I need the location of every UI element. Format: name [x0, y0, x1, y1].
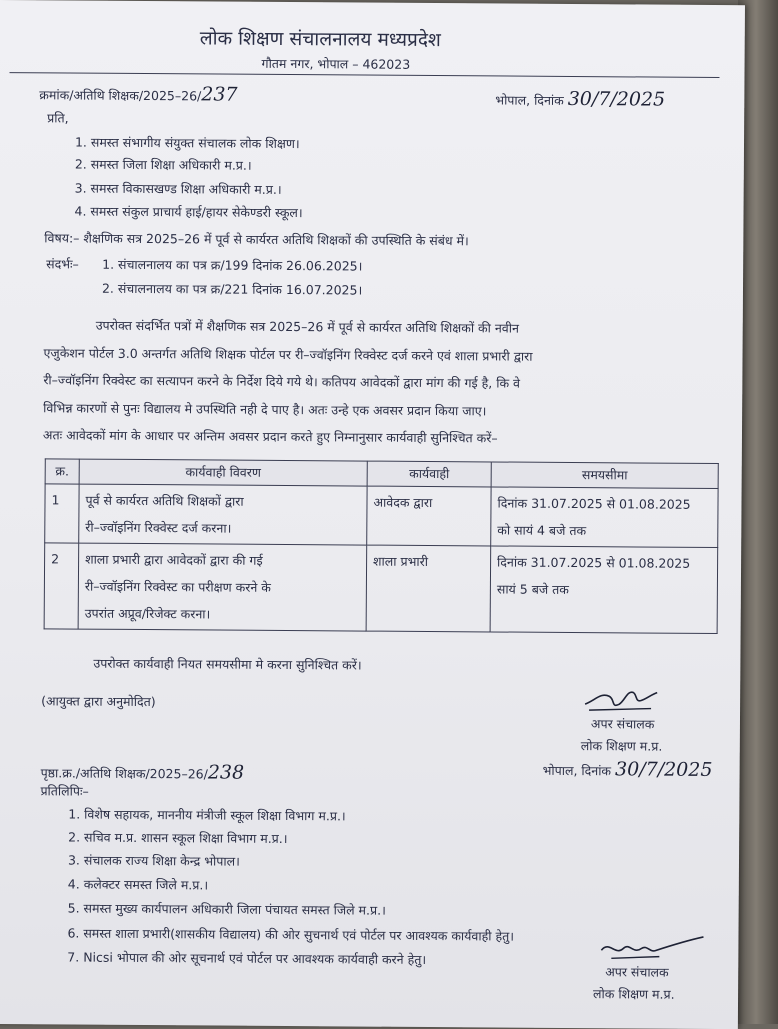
prati-label: प्रति,: [47, 110, 69, 126]
copy-item: 4. कलेक्टर समस्त जिले म.प्र.।: [67, 876, 209, 893]
header-rule: [9, 72, 719, 78]
endorsement-number: [41, 760, 245, 784]
closing-line: उपरोक्त कार्यवाही नियत समयसीमा मे करना सुनिश्चित करें।: [93, 655, 362, 673]
col-header-by: कार्यवाही: [367, 461, 491, 487]
subject-line: विषय:– शैक्षणिक सत्र 2025–26 में पूर्व से कार्यरत अतिथि शिक्षकों की उपस्थिति के संबंध में।: [44, 230, 469, 249]
reference-item: 1. संचालनालय का पत्र क्र/199 दिनांक 26.06.2025।: [102, 256, 363, 274]
letter-date-label: भोपाल, दिनांक: [495, 92, 564, 108]
copy-item: 1. विशेष सहायक, माननीय मंत्रीजी स्कूल शिक्षा विभाग म.प्र.।: [68, 806, 346, 824]
signatory-title: अपर संचालक: [605, 964, 669, 980]
endorsement-number-label: पृष्ठा.क्र./अतिथि शिक्षक/2025–26/: [40, 765, 208, 782]
copy-item: 2. सचिव म.प्र. शासन स्कूल शिक्षा विभाग म.प्र.।: [68, 829, 288, 847]
cell-sn: 1: [45, 484, 79, 543]
cell-detail-line: उपरांत अप्रूव/रिजेक्ट करना।: [84, 605, 211, 622]
letter-number-handwritten: 237: [201, 83, 238, 106]
table-row: [44, 543, 718, 634]
cell-timeline-line: दिनांक 31.07.2025 से 01.08.2025: [497, 554, 691, 571]
recipient-item: 3. समस्त विकासखण्ड शिक्षा अधिकारी म.प्र.।: [74, 180, 282, 197]
copy-item: 7. Nicsi भोपाल की ओर सूचनार्थ एवं पोर्टल पर आवश्यक कार्यवाही करने हेतु।: [67, 949, 427, 967]
approval-note: (आयुक्त द्वारा अनुमोदित): [41, 693, 156, 710]
letter-date: [495, 87, 665, 111]
table-row: [45, 484, 718, 548]
signature-mark: [581, 680, 661, 715]
cell-detail: [78, 543, 367, 631]
signature-mark: [597, 930, 707, 965]
copy-label: प्रतिलिपिः–: [40, 783, 89, 799]
body-paragraph: [43, 311, 712, 453]
body-line: विभिन्न कारणों से पुनः विद्यालय मे उपस्थिति नही दे पाए है। अतः उन्हे एक अवसर प्रदान किया जाए।: [43, 399, 487, 418]
body-line: एजुकेशन पोर्टल 3.0 अन्तर्गत अतिथि शिक्षक पोर्टल पर री–ज्वॉइनिंग रिक्वेस्ट दर्ज करने एवं शाला प्रभारी द्वारा: [43, 344, 533, 364]
signatory-title: अपर संचालक: [590, 716, 655, 732]
signatory-dept: लोक शिक्षण म.प्र.: [580, 738, 663, 754]
cell-sn: 2: [44, 543, 79, 629]
endorsement-date-handwritten: 30/7/2025: [614, 758, 713, 781]
references-label: संदर्भः–: [46, 256, 79, 272]
letter-number-label: क्रमांक/अतिथि शिक्षक/2025–26/: [39, 87, 202, 104]
cell-by: शाला प्रभारी: [366, 545, 491, 632]
recipient-item: 4. समस्त संकुल प्राचार्य हाई/हायर सेकेण्डरी स्कूल।: [74, 203, 303, 221]
body-line: अतः आवेदकों मांग के आधार पर अन्तिम अवसर प्रदान करते हुए निम्नानुसार कार्यवाही सुनिश्चित करें–: [42, 427, 498, 446]
body-line: उपरोक्त संदर्भित पत्रों में शैक्षणिक सत्र 2025–26 में पूर्व से कार्यरत अतिथि शिक्षकों की नवीन: [95, 317, 520, 336]
endorsement-date: [543, 758, 713, 782]
cell-timeline-line: को सायं 4 बजे तक: [497, 522, 587, 539]
cell-detail-line: शाला प्रभारी द्वारा आवेदकों द्वारा की गई: [85, 551, 263, 568]
recipient-item: 1. समस्त संभागीय संयुक्त संचालक लोक शिक्षण।: [74, 134, 300, 152]
col-header-timeline: समयसीमा: [491, 462, 718, 489]
background-surface: [738, 0, 778, 1024]
cell-by: आवेदक द्वारा: [367, 486, 491, 546]
cell-detail: [79, 484, 367, 545]
col-header-detail: कार्यवाही विवरण: [79, 459, 367, 486]
cell-timeline: [490, 546, 718, 634]
body-line: री–ज्वॉइनिंग रिक्वेस्ट का सत्यापन करने के निर्देश दिये गये थे। कतिपय आवेदकों द्वारा मांग की गई है, कि वे: [43, 372, 521, 391]
cell-timeline-line: दिनांक 31.07.2025 से 01.08.2025: [497, 495, 691, 512]
recipient-item: 2. समस्त जिला शिक्षा अधिकारी म.प्र.।: [74, 156, 252, 173]
letter-date-handwritten: 30/7/2025: [567, 87, 666, 111]
copy-item: 6. समस्त शाला प्रभारी(शासकीय विद्यालय) की ओर सुचनार्थ एवं पोर्टल पर आवश्यक कार्यवाही हेतु।: [67, 925, 515, 944]
signatory-dept: लोक शिक्षण म.प्र.: [593, 986, 675, 1002]
endorsement-number-handwritten: 238: [207, 761, 245, 784]
cell-detail-line: पूर्व से कार्यरत अतिथि शिक्षकों द्वारा: [85, 492, 244, 509]
office-title: लोक शिक्षण संचालनालय मध्यप्रदेश: [199, 27, 441, 52]
cell-timeline-line: सायं 5 बजे तक: [496, 581, 569, 597]
endorsement-date-label: भोपाल, दिनांक: [542, 762, 612, 779]
cell-timeline: [491, 487, 718, 548]
office-address: गौतम नगर, भोपाल – 462023: [261, 55, 411, 72]
cell-detail-line: री–ज्वॉइनिंग रिक्वेस्ट दर्ज करना।: [85, 519, 232, 536]
cell-detail-line: री–ज्वॉइनिंग रिक्वेस्ट का परीक्षण करने के: [84, 578, 271, 595]
copy-item: 3. संचालक राज्य शिक्षा केन्द्र भोपाल।: [67, 852, 240, 869]
action-table: [44, 458, 719, 634]
reference-item: 2. संचालनालय का पत्र क्र/221 दिनांक 16.07.2025।: [101, 280, 363, 298]
copy-item: 5. समस्त मुख्य कार्यपालन अधिकारी जिला पंचायत समस्त जिले म.प्र.।: [67, 900, 386, 918]
letter-number: [39, 82, 237, 106]
col-header-sn: क्र.: [45, 459, 79, 484]
